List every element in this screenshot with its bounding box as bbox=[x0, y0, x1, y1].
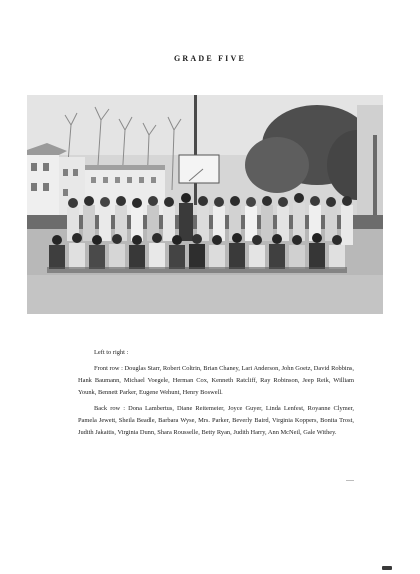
page-title: GRADE FIVE bbox=[173, 54, 246, 63]
back-row-names bbox=[78, 403, 354, 439]
page-edge-mark bbox=[382, 566, 392, 570]
back-row-list: Dona Lambertus, Diane Reitemeier, Joyce Guyer, Linda Lenfest, Royanne Clymer, Pamela Jewett, Sheila Beadle, Barbara Wyse, Mrs. Parker, Beverly Baird, Virginia Koppers, Bonita Trost, Judith Jakaitis, Virginia Dunn, Shara Rousselle, Betty Ryan, Judith Harry, Ann McNeil, Gale Withey. bbox=[78, 405, 354, 436]
dash-mark bbox=[346, 480, 354, 481]
front-row-list: Douglas Starr, Robert Coltrin, Brian Chaney, Lari Anderson, John Goetz, David Robbins, Hank Baumann, Michael Voegele, Herman Cox, Kenneth Ratcliff, Ray Robinson, Jeep Reik, William Younk, Bennett Parker, Eugene Wehunt, Henry Boswell. bbox=[78, 365, 354, 396]
class-photo-image bbox=[27, 95, 383, 314]
photo-caption bbox=[78, 347, 354, 443]
front-row-label: Front row : bbox=[94, 365, 123, 372]
caption-intro: Left to right : bbox=[94, 349, 129, 356]
back-row-label: Back row : bbox=[94, 405, 126, 412]
class-photo bbox=[27, 95, 383, 314]
front-row-names bbox=[78, 363, 354, 399]
